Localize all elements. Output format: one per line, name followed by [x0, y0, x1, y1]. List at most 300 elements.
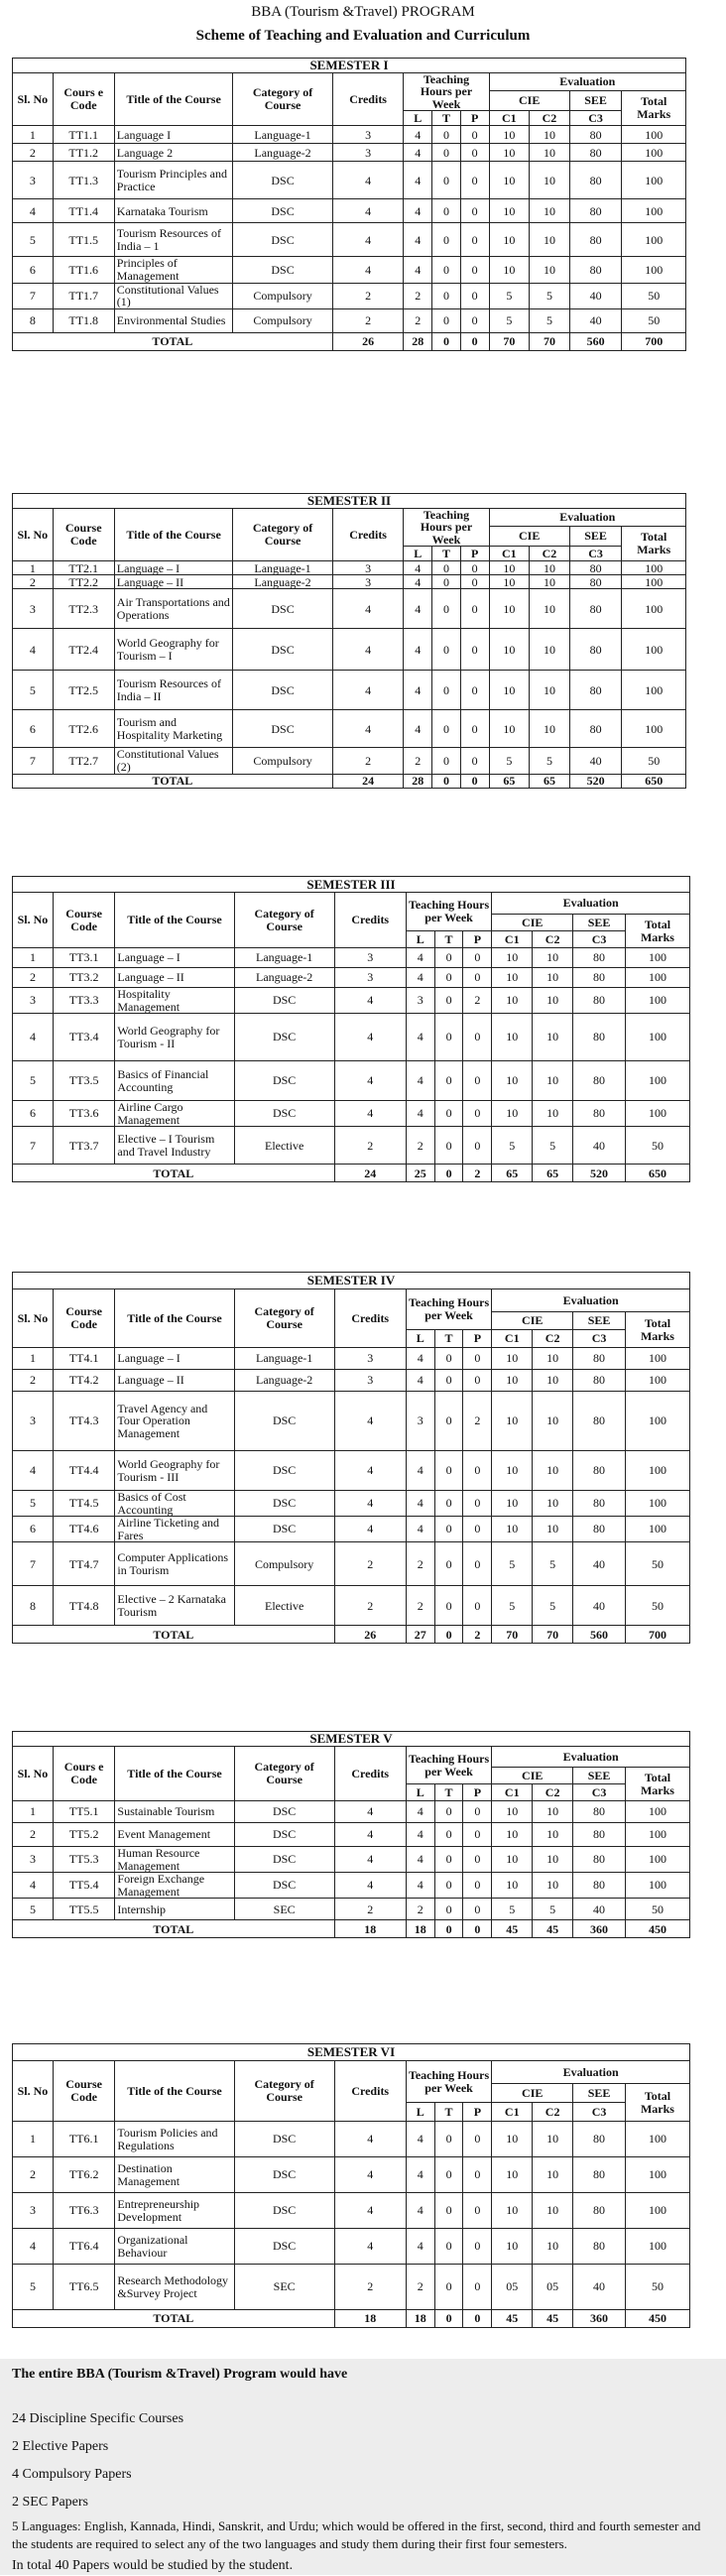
- cell-category: Language-2: [234, 968, 334, 988]
- cell-sl: 5: [13, 2265, 54, 2310]
- cell-title: Language – I: [115, 1348, 234, 1370]
- total-row: [13, 1920, 690, 1938]
- cell-p: 0: [463, 1899, 492, 1920]
- cell-c1: 10: [492, 2122, 533, 2157]
- cell-l: 4: [404, 144, 432, 162]
- cell-code: TT3.1: [53, 948, 115, 968]
- cell-l: 4: [404, 199, 432, 223]
- cell-credits: 4: [334, 2122, 406, 2157]
- cell-t: 0: [434, 2157, 463, 2193]
- col-header-credits: Credits: [332, 508, 404, 561]
- cell-t: 0: [432, 748, 461, 774]
- cell-c3: 80: [573, 1491, 626, 1517]
- cell-p: 0: [463, 968, 492, 988]
- cell-p: 0: [463, 1517, 492, 1542]
- cell-title: Constitutional Values (1): [114, 283, 233, 308]
- col-header-t: T: [432, 111, 461, 126]
- cell-c3: 80: [573, 2157, 626, 2193]
- col-header-category: Category of Course: [234, 1747, 334, 1801]
- cell-title: Principles of Management: [114, 257, 233, 283]
- cell-title: Air Transportations and Operations: [114, 589, 233, 629]
- total-t: 0: [432, 774, 461, 788]
- cell-category: DSC: [234, 2229, 334, 2265]
- cell-code: TT3.3: [53, 988, 115, 1014]
- cell-category: DSC: [234, 2157, 334, 2193]
- col-header-p: P: [460, 111, 489, 126]
- cell-c1: 10: [489, 223, 530, 257]
- cell-total: 100: [625, 948, 689, 968]
- cell-title: Elective – I Tourism and Travel Industry: [115, 1127, 234, 1165]
- col-header-evaluation: Evaluation: [492, 2061, 690, 2084]
- col-header-sl: Sl. No: [13, 1747, 54, 1801]
- cell-total: 50: [625, 1899, 689, 1920]
- total-c1: 65: [489, 774, 530, 788]
- cell-credits: 4: [334, 2193, 406, 2229]
- table-row: [13, 748, 686, 774]
- cell-l: 4: [406, 1061, 434, 1101]
- cell-credits: 4: [332, 710, 404, 748]
- cell-c3: 80: [569, 575, 622, 589]
- cell-credits: 4: [334, 2157, 406, 2193]
- table-row: [13, 1451, 690, 1491]
- cell-sl: 5: [13, 223, 54, 257]
- cell-t: 0: [434, 2193, 463, 2229]
- col-header-p: P: [460, 547, 489, 561]
- cell-t: 0: [432, 575, 461, 589]
- cell-p: 0: [463, 1348, 492, 1370]
- cell-total: 100: [625, 1823, 689, 1847]
- total-c2: 65: [530, 774, 570, 788]
- cell-c1: 5: [492, 1899, 533, 1920]
- cell-category: Language-1: [234, 1348, 334, 1370]
- cell-sl: 6: [13, 710, 54, 748]
- table-row: [13, 308, 686, 332]
- cell-total: 50: [625, 2265, 689, 2310]
- semester-title: SEMESTER III: [13, 877, 690, 893]
- cell-category: DSC: [233, 671, 332, 710]
- col-header-l: L: [406, 1330, 434, 1348]
- table-row: [13, 1801, 690, 1823]
- cell-category: DSC: [234, 1847, 334, 1873]
- total-c1: 65: [492, 1165, 533, 1182]
- cell-total: 100: [622, 162, 686, 199]
- cell-p: 0: [463, 1014, 492, 1061]
- cell-total: 100: [625, 2122, 689, 2157]
- cell-t: 0: [434, 1370, 463, 1392]
- col-header-category: Category of Course: [233, 72, 332, 126]
- cell-category: DSC: [233, 257, 332, 283]
- total-p: 0: [463, 1920, 492, 1938]
- cell-l: 4: [404, 710, 432, 748]
- cell-p: 0: [463, 1823, 492, 1847]
- col-header-p: P: [463, 931, 492, 948]
- cell-c2: 10: [533, 1873, 573, 1899]
- col-header-credits: Credits: [334, 2061, 406, 2122]
- cell-t: 0: [434, 1101, 463, 1127]
- table-row: [13, 2229, 690, 2265]
- cell-total: 100: [625, 1348, 689, 1370]
- summary-line: 5 Languages: English, Kannada, Hindi, Sanskrit, and Urdu; which would be offered in the first, second, third and fourth semester and the students are required to select any of the two languages and study them during their first four semesters.: [12, 2518, 701, 2551]
- cell-credits: 4: [334, 1451, 406, 1491]
- col-header-c2: C2: [533, 1784, 573, 1801]
- cell-c1: 10: [489, 671, 530, 710]
- cell-l: 4: [406, 2122, 434, 2157]
- cell-credits: 4: [332, 671, 404, 710]
- cell-code: TT4.1: [53, 1348, 115, 1370]
- cell-category: DSC: [234, 1873, 334, 1899]
- cell-t: 0: [432, 671, 461, 710]
- cell-p: 0: [460, 589, 489, 629]
- summary-line: 2 Elective Papers: [12, 2439, 109, 2454]
- cell-code: TT5.3: [53, 1847, 115, 1873]
- col-header-title: Title of the Course: [115, 1747, 234, 1801]
- cell-code: TT2.4: [53, 629, 114, 671]
- cell-credits: 4: [332, 257, 404, 283]
- cell-code: TT3.5: [53, 1061, 115, 1101]
- cell-sl: 8: [13, 308, 54, 332]
- cell-category: DSC: [234, 1451, 334, 1491]
- col-header-c3: C3: [573, 1784, 626, 1801]
- cell-t: 0: [434, 948, 463, 968]
- cell-sl: 3: [13, 988, 54, 1014]
- cell-p: 0: [460, 199, 489, 223]
- scheme-title: Scheme of Teaching and Evaluation and Curriculum: [195, 28, 531, 44]
- cell-category: DSC: [233, 589, 332, 629]
- cell-l: 4: [406, 1873, 434, 1899]
- cell-sl: 3: [13, 589, 54, 629]
- cell-c2: 10: [533, 2122, 573, 2157]
- cell-t: 0: [434, 1542, 463, 1586]
- col-header-sl: Sl. No: [13, 2061, 54, 2122]
- cell-code: TT5.5: [53, 1899, 115, 1920]
- cell-category: Language-2: [234, 1370, 334, 1392]
- cell-c1: 5: [489, 748, 530, 774]
- col-header-c3: C3: [569, 111, 622, 126]
- cell-p: 0: [463, 2122, 492, 2157]
- cell-code: TT4.2: [53, 1370, 115, 1392]
- cell-c2: 10: [530, 561, 570, 575]
- col-header-hours: Teaching Hours per Week: [406, 1289, 492, 1330]
- cell-c1: 10: [492, 1873, 533, 1899]
- col-header-code: Course Code: [53, 508, 114, 561]
- cell-total: 100: [625, 1101, 689, 1127]
- table-row: [13, 1847, 690, 1873]
- cell-t: 0: [434, 1491, 463, 1517]
- total-row: [13, 332, 686, 350]
- cell-category: DSC: [234, 2122, 334, 2157]
- cell-l: 2: [406, 1127, 434, 1165]
- cell-title: Internship: [115, 1899, 234, 1920]
- cell-l: 3: [406, 1392, 434, 1451]
- cell-title: Elective – 2 Karnataka Tourism: [115, 1586, 234, 1626]
- cell-category: Compulsory: [234, 1542, 334, 1586]
- col-header-c3: C3: [569, 547, 622, 561]
- col-header-see: SEE: [573, 915, 626, 931]
- total-c2: 45: [533, 2310, 573, 2328]
- col-header-cie: CIE: [492, 1312, 573, 1330]
- cell-total: 100: [625, 1873, 689, 1899]
- cell-code: TT1.1: [53, 126, 114, 144]
- total-total: 700: [625, 1626, 689, 1644]
- semester-table-3: [12, 876, 690, 1182]
- cell-title: Language – I: [115, 948, 234, 968]
- total-l: 25: [406, 1165, 434, 1182]
- cell-title: Language I: [114, 126, 233, 144]
- cell-p: 0: [460, 162, 489, 199]
- col-header-cie: CIE: [489, 526, 569, 547]
- cell-c3: 80: [573, 1392, 626, 1451]
- cell-c3: 80: [569, 671, 622, 710]
- cell-c3: 80: [569, 223, 622, 257]
- cell-sl: 7: [13, 1542, 54, 1586]
- cell-c1: 05: [492, 2265, 533, 2310]
- cell-title: Tourism and Hospitality Marketing: [114, 710, 233, 748]
- cell-l: 4: [406, 1801, 434, 1823]
- cell-credits: 2: [332, 283, 404, 308]
- col-header-c2: C2: [533, 1330, 573, 1348]
- col-header-evaluation: Evaluation: [492, 1747, 690, 1768]
- table-row: [13, 2122, 690, 2157]
- table-row: [13, 1101, 690, 1127]
- cell-l: 2: [406, 1586, 434, 1626]
- cell-c2: 10: [533, 2157, 573, 2193]
- cell-credits: 4: [332, 589, 404, 629]
- cell-category: Elective: [234, 1586, 334, 1626]
- cell-c2: 10: [530, 144, 570, 162]
- cell-total: 50: [622, 283, 686, 308]
- cell-total: 100: [622, 575, 686, 589]
- cell-c2: 10: [530, 126, 570, 144]
- cell-category: SEC: [234, 2265, 334, 2310]
- cell-category: Language-1: [233, 126, 332, 144]
- cell-c3: 80: [573, 1451, 626, 1491]
- cell-c3: 40: [573, 1542, 626, 1586]
- cell-l: 4: [406, 1847, 434, 1873]
- cell-title: Basics of Cost Accounting: [115, 1491, 234, 1517]
- cell-l: 4: [404, 561, 432, 575]
- col-header-sl: Sl. No: [13, 508, 54, 561]
- cell-credits: 3: [334, 1370, 406, 1392]
- cell-c3: 80: [573, 1370, 626, 1392]
- col-header-credits: Credits: [334, 1747, 406, 1801]
- cell-c2: 5: [533, 1127, 573, 1165]
- col-header-p: P: [463, 2103, 492, 2122]
- cell-title: World Geography for Tourism - III: [115, 1451, 234, 1491]
- cell-c1: 5: [492, 1127, 533, 1165]
- col-header-t: T: [434, 1330, 463, 1348]
- col-header-cie: CIE: [492, 2084, 573, 2103]
- cell-t: 0: [434, 1061, 463, 1101]
- cell-total: 100: [625, 2157, 689, 2193]
- total-t: 0: [434, 2310, 463, 2328]
- cell-c2: 10: [533, 1491, 573, 1517]
- table-row: [13, 1899, 690, 1920]
- cell-title: Sustainable Tourism: [115, 1801, 234, 1823]
- cell-credits: 4: [334, 1801, 406, 1823]
- cell-c3: 40: [573, 2265, 626, 2310]
- cell-title: Travel Agency and Tour Operation Management: [115, 1392, 234, 1451]
- cell-c1: 10: [489, 589, 530, 629]
- cell-c3: 80: [573, 1823, 626, 1847]
- cell-category: Language-1: [234, 948, 334, 968]
- cell-l: 2: [406, 1542, 434, 1586]
- cell-c3: 80: [573, 2122, 626, 2157]
- cell-category: DSC: [234, 1061, 334, 1101]
- cell-c2: 10: [533, 1014, 573, 1061]
- total-c1: 45: [492, 2310, 533, 2328]
- cell-c3: 80: [573, 968, 626, 988]
- col-header-see: SEE: [573, 1312, 626, 1330]
- col-header-c2: C2: [530, 547, 570, 561]
- col-header-title: Title of the Course: [115, 2061, 234, 2122]
- cell-sl: 4: [13, 199, 54, 223]
- cell-total: 100: [625, 1370, 689, 1392]
- cell-code: TT4.6: [53, 1517, 115, 1542]
- cell-code: TT4.4: [53, 1451, 115, 1491]
- table-row: [13, 1348, 690, 1370]
- col-header-see: SEE: [573, 2084, 626, 2103]
- cell-code: TT6.2: [53, 2157, 115, 2193]
- cell-p: 0: [460, 308, 489, 332]
- col-header-evaluation: Evaluation: [492, 893, 690, 915]
- cell-t: 0: [432, 126, 461, 144]
- cell-title: Language – I: [114, 561, 233, 575]
- col-header-t: T: [432, 547, 461, 561]
- cell-t: 0: [434, 1392, 463, 1451]
- cell-title: Language – II: [115, 968, 234, 988]
- cell-p: 0: [463, 2229, 492, 2265]
- col-header-hours: Teaching Hours per Week: [404, 508, 489, 547]
- cell-c1: 10: [489, 575, 530, 589]
- total-l: 28: [404, 332, 432, 350]
- semester-title: SEMESTER II: [13, 494, 686, 509]
- table-row: [13, 671, 686, 710]
- cell-credits: 4: [334, 1392, 406, 1451]
- semester-table-4: [12, 1272, 690, 1644]
- cell-c2: 10: [533, 1392, 573, 1451]
- cell-p: 0: [463, 1542, 492, 1586]
- cell-c3: 80: [569, 144, 622, 162]
- cell-c1: 10: [492, 2193, 533, 2229]
- cell-c2: 10: [530, 199, 570, 223]
- cell-p: 0: [463, 2157, 492, 2193]
- cell-sl: 2: [13, 575, 54, 589]
- cell-c2: 5: [533, 1542, 573, 1586]
- cell-t: 0: [432, 162, 461, 199]
- cell-credits: 4: [334, 988, 406, 1014]
- total-total: 650: [625, 1165, 689, 1182]
- cell-category: SEC: [234, 1899, 334, 1920]
- cell-category: DSC: [234, 1823, 334, 1847]
- total-c3: 520: [569, 774, 622, 788]
- cell-c1: 5: [492, 1586, 533, 1626]
- cell-c3: 80: [573, 1014, 626, 1061]
- cell-code: TT2.6: [53, 710, 114, 748]
- total-t: 0: [432, 332, 461, 350]
- col-header-total: Total Marks: [625, 1768, 689, 1801]
- cell-l: 4: [404, 589, 432, 629]
- total-label: TOTAL: [13, 2310, 335, 2328]
- cell-title: Hospitality Management: [115, 988, 234, 1014]
- col-header-c2: C2: [533, 931, 573, 948]
- cell-p: 0: [463, 1847, 492, 1873]
- cell-p: 0: [460, 144, 489, 162]
- cell-total: 100: [622, 199, 686, 223]
- cell-sl: 2: [13, 2157, 54, 2193]
- cell-c3: 80: [569, 257, 622, 283]
- cell-code: TT1.7: [53, 283, 114, 308]
- cell-c3: 80: [569, 561, 622, 575]
- cell-sl: 1: [13, 948, 54, 968]
- cell-p: 0: [460, 671, 489, 710]
- cell-total: 50: [622, 748, 686, 774]
- table-row: [13, 1370, 690, 1392]
- cell-c1: 10: [492, 1451, 533, 1491]
- cell-sl: 4: [13, 1014, 54, 1061]
- summary-line: In total 40 Papers would be studied by the student.: [12, 2558, 294, 2573]
- cell-total: 100: [625, 1517, 689, 1542]
- cell-sl: 6: [13, 1101, 54, 1127]
- col-header-total: Total Marks: [625, 2084, 689, 2122]
- cell-c2: 10: [533, 1847, 573, 1873]
- cell-c1: 10: [492, 2229, 533, 2265]
- total-total: 700: [622, 332, 686, 350]
- cell-code: TT2.5: [53, 671, 114, 710]
- total-p: 0: [460, 332, 489, 350]
- cell-total: 100: [625, 988, 689, 1014]
- cell-t: 0: [434, 1586, 463, 1626]
- col-header-evaluation: Evaluation: [492, 1289, 690, 1312]
- cell-p: 0: [463, 1101, 492, 1127]
- cell-category: Language-2: [233, 575, 332, 589]
- col-header-l: L: [406, 931, 434, 948]
- total-total: 450: [625, 1920, 689, 1938]
- table-row: [13, 968, 690, 988]
- cell-c2: 5: [530, 283, 570, 308]
- col-header-t: T: [434, 931, 463, 948]
- cell-t: 0: [432, 561, 461, 575]
- col-header-t: T: [434, 1784, 463, 1801]
- cell-c3: 80: [569, 199, 622, 223]
- col-header-cie: CIE: [489, 90, 569, 111]
- cell-c1: 10: [489, 144, 530, 162]
- col-header-category: Category of Course: [233, 508, 332, 561]
- total-credits: 26: [334, 1626, 406, 1644]
- cell-credits: 2: [334, 1127, 406, 1165]
- cell-c2: 10: [533, 948, 573, 968]
- cell-title: Language – II: [115, 1370, 234, 1392]
- cell-t: 0: [434, 988, 463, 1014]
- cell-p: 0: [460, 257, 489, 283]
- total-total: 450: [625, 2310, 689, 2328]
- cell-l: 4: [404, 126, 432, 144]
- cell-t: 0: [434, 1873, 463, 1899]
- cell-t: 0: [434, 2122, 463, 2157]
- col-header-credits: Credits: [332, 72, 404, 126]
- semester-title: SEMESTER I: [13, 59, 686, 73]
- cell-t: 0: [434, 1451, 463, 1491]
- cell-category: DSC: [234, 1101, 334, 1127]
- cell-p: 0: [460, 561, 489, 575]
- cell-credits: 3: [332, 144, 404, 162]
- total-l: 18: [406, 1920, 434, 1938]
- cell-c1: 5: [489, 283, 530, 308]
- col-header-p: P: [463, 1330, 492, 1348]
- table-row: [13, 629, 686, 671]
- cell-p: 2: [463, 988, 492, 1014]
- cell-code: TT2.2: [53, 575, 114, 589]
- table-row: [13, 1542, 690, 1586]
